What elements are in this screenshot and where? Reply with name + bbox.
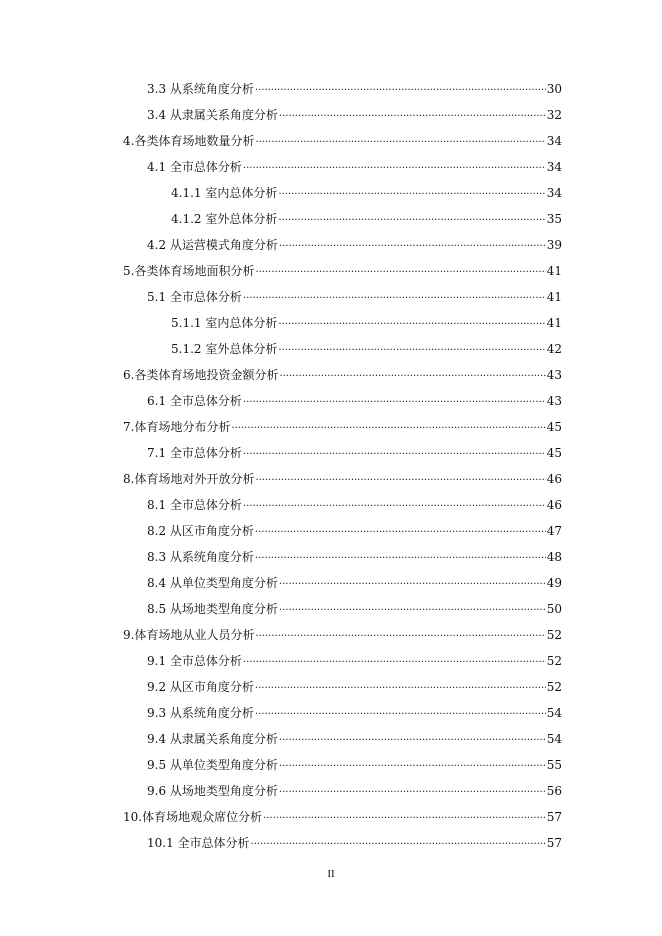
toc-dot-leader [279,602,546,616]
toc-dot-leader [278,212,545,226]
toc-dot-leader [279,784,546,798]
toc-dot-leader [279,732,546,746]
toc-dot-leader [255,264,545,278]
toc-entry-label: 3.3 从系统角度分析 [147,82,254,96]
toc-entry-page: 48 [546,550,562,564]
toc-dot-leader [255,550,546,564]
toc-entry[interactable] [0,596,662,622]
toc-entry-label: 9.5 从单位类型角度分析 [147,758,278,772]
toc-entry-label: 4.各类体育场地数量分析 [123,134,255,148]
toc-entry-label: 9.3 从系统角度分析 [147,706,254,720]
toc-entry-label: 9.1 全市总体分析 [147,654,242,668]
toc-entry-page: 52 [546,680,562,694]
toc-entry-label: 3.4 从隶属关系角度分析 [147,108,278,122]
toc-entry-page: 54 [546,732,562,746]
toc-entry-page: 57 [546,810,562,824]
toc-entry[interactable] [0,232,662,258]
toc-entry[interactable] [0,414,662,440]
toc-entry-label: 8.2 从区市角度分析 [147,524,254,538]
toc-dot-leader [255,134,545,148]
toc-entry[interactable] [0,76,662,102]
toc-entry[interactable] [0,388,662,414]
toc-entry-label: 5.1 全市总体分析 [147,290,242,304]
toc-dot-leader [243,394,546,408]
toc-entry[interactable] [0,674,662,700]
toc-entry-label: 10.体育场地观众席位分析 [123,810,263,824]
toc-dot-leader [279,576,546,590]
toc-entry[interactable] [0,570,662,596]
toc-dot-leader [255,472,545,486]
toc-entry-label: 10.1 全市总体分析 [147,836,250,850]
toc-entry-page: 41 [546,316,562,330]
toc-entry-page: 34 [546,160,562,174]
toc-entry[interactable] [0,180,662,206]
toc-dot-leader [255,628,545,642]
toc-entry-page: 42 [546,342,562,356]
toc-entry-page: 46 [546,498,562,512]
toc-dot-leader [255,706,546,720]
toc-dot-leader [278,316,545,330]
toc-entry-page: 30 [546,82,562,96]
table-of-contents [0,76,662,856]
toc-dot-leader [231,420,545,434]
toc-entry-page: 55 [546,758,562,772]
toc-entry[interactable] [0,492,662,518]
toc-dot-leader [251,836,546,850]
toc-entry-label: 9.4 从隶属关系角度分析 [147,732,278,746]
toc-entry[interactable] [0,726,662,752]
toc-dot-leader [255,680,546,694]
toc-entry-page: 49 [546,576,562,590]
toc-entry-label: 5.1.1 室内总体分析 [171,316,278,330]
toc-entry-label: 7.1 全市总体分析 [147,446,242,460]
toc-entry-page: 45 [546,420,562,434]
toc-entry-page: 35 [546,212,562,226]
toc-entry[interactable] [0,830,662,856]
toc-entry[interactable] [0,700,662,726]
toc-entry[interactable] [0,752,662,778]
toc-dot-leader [279,238,546,252]
toc-entry[interactable] [0,518,662,544]
toc-entry[interactable] [0,362,662,388]
toc-dot-leader [243,654,546,668]
toc-entry[interactable] [0,466,662,492]
toc-entry[interactable] [0,206,662,232]
toc-entry-label: 9.体育场地从业人员分析 [123,628,255,642]
toc-entry[interactable] [0,258,662,284]
toc-dot-leader [243,498,546,512]
toc-entry-label: 9.2 从区市角度分析 [147,680,254,694]
toc-dot-leader [263,810,546,824]
toc-entry-label: 8.3 从系统角度分析 [147,550,254,564]
toc-entry-page: 43 [546,368,562,382]
toc-entry-label: 4.1 全市总体分析 [147,160,242,174]
toc-dot-leader [255,82,546,96]
toc-entry-label: 5.各类体育场地面积分析 [123,264,255,278]
toc-entry-page: 50 [546,602,562,616]
toc-entry[interactable] [0,648,662,674]
toc-dot-leader [243,290,546,304]
toc-entry[interactable] [0,154,662,180]
toc-entry-page: 57 [546,836,562,850]
toc-entry-label: 5.1.2 室外总体分析 [171,342,278,356]
toc-entry-label: 8.5 从场地类型角度分析 [147,602,278,616]
toc-entry-label: 9.6 从场地类型角度分析 [147,784,278,798]
toc-entry[interactable] [0,778,662,804]
toc-entry[interactable] [0,804,662,830]
toc-entry-page: 47 [546,524,562,538]
toc-entry-label: 8.4 从单位类型角度分析 [147,576,278,590]
toc-dot-leader [243,160,546,174]
toc-entry-label: 4.2 从运营模式角度分析 [147,238,278,252]
toc-entry[interactable] [0,102,662,128]
toc-entry[interactable] [0,622,662,648]
toc-entry-page: 52 [546,628,562,642]
toc-entry-page: 34 [546,186,562,200]
toc-entry-page: 43 [546,394,562,408]
toc-entry-label: 8.1 全市总体分析 [147,498,242,512]
toc-entry[interactable] [0,128,662,154]
toc-entry[interactable] [0,440,662,466]
toc-dot-leader [278,342,545,356]
toc-entry-page: 52 [546,654,562,668]
toc-entry-label: 4.1.1 室内总体分析 [171,186,278,200]
toc-dot-leader [243,446,546,460]
toc-entry-page: 54 [546,706,562,720]
toc-entry-page: 41 [546,264,562,278]
toc-entry-label: 7.体育场地分布分析 [123,420,231,434]
toc-entry[interactable] [0,284,662,310]
toc-entry[interactable] [0,310,662,336]
toc-entry-page: 45 [546,446,562,460]
toc-entry[interactable] [0,544,662,570]
toc-entry-page: 34 [546,134,562,148]
toc-entry-page: 39 [546,238,562,252]
toc-dot-leader [279,758,546,772]
page-number: II [327,868,335,880]
toc-entry[interactable] [0,336,662,362]
toc-entry-page: 32 [546,108,562,122]
toc-dot-leader [279,108,546,122]
toc-dot-leader [278,186,545,200]
toc-dot-leader [255,524,546,538]
toc-entry-page: 41 [546,290,562,304]
toc-entry-label: 4.1.2 室外总体分析 [171,212,278,226]
toc-entry-label: 6.各类体育场地投资金额分析 [123,368,279,382]
toc-entry-label: 8.体育场地对外开放分析 [123,472,255,486]
toc-entry-page: 46 [546,472,562,486]
toc-entry-label: 6.1 全市总体分析 [147,394,242,408]
toc-dot-leader [279,368,545,382]
toc-entry-page: 56 [546,784,562,798]
